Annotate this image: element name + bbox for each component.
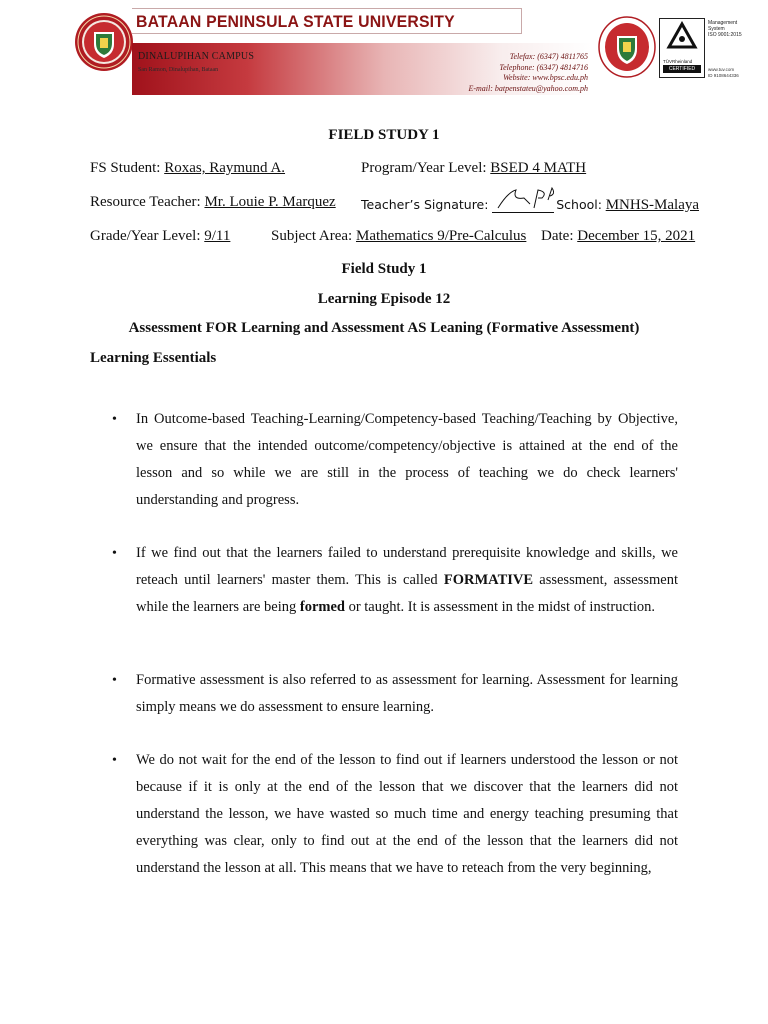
bullet-text: In Outcome-based Teaching-Learning/Competency-based Teaching/Teaching by Objective, we ensure that the intended outcome/competency/objective is attained at the end of the lesson and so while we are still in the process of teaching we do check learners' understanding and progress. [136, 411, 678, 508]
cert-line: Management [708, 20, 738, 26]
grade-value: 9/11 [204, 228, 231, 244]
bullet-text: or taught. It is assessment in the midst of instruction. [344, 599, 656, 615]
learning-essentials-list [112, 406, 678, 882]
signature-label: Teacher’s Signature: [361, 197, 489, 212]
telefax: Telefax: (6347) 4811765 [509, 52, 588, 61]
bullet-dot: • [112, 546, 117, 561]
subject-row [271, 228, 526, 245]
teacher-value: Mr. Louie P. Marquez [204, 194, 336, 210]
grade-label: Grade/Year Level: [90, 228, 201, 244]
university-name-box [132, 8, 522, 34]
telephone: Telephone: (6347) 4814716 [499, 62, 588, 72]
campus-name: DINALUPIHAN CAMPUS [138, 51, 255, 62]
student-row [90, 160, 285, 177]
cert-line: System [708, 26, 725, 33]
list-item [112, 540, 678, 621]
signature-row [361, 194, 699, 214]
bullet-text: Formative assessment is also referred to as assessment for learning. Assessment for learning simply means we do assessment to ensure learning. [136, 672, 678, 715]
certification-triangle-icon [660, 21, 704, 51]
program-label: Program/Year Level: [361, 160, 487, 176]
contact-info [468, 52, 588, 94]
cert-brand: TÜVRheinland [663, 59, 693, 64]
university-seal-logo [74, 12, 134, 72]
signature-line [492, 194, 554, 213]
letterhead [0, 0, 768, 108]
bullet-bold: formed [299, 599, 345, 615]
list-item [112, 747, 678, 882]
bullet-dot: • [112, 753, 117, 768]
campus-seal-logo [598, 16, 656, 78]
subject-value: Mathematics 9/Pre-Calculus [355, 228, 527, 244]
bullet-text: If we find out that the learners failed to understand prerequisite knowledge and skills, we reteach until learners' master them. This is called [136, 545, 678, 588]
school-value: MNHS-Malaya [605, 197, 700, 213]
section-heading: Learning Essentials [90, 350, 217, 366]
cert-url [708, 67, 762, 78]
bullet-bold: FORMATIVE [443, 572, 534, 588]
campus-band [132, 43, 592, 95]
episode-title: Assessment FOR Learning and Assessment AS Leaning (Formative Assessment) [128, 320, 640, 336]
program-row [361, 160, 586, 177]
iso-certification-badge [659, 18, 705, 78]
bullet-text: We do not wait for the end of the lesson to find out if learners understood the lesson or not because if it is only at the end of the lesson that we discover that the learners did not understand the lesson, we have wasted so much time and energy teaching presuming that everything was clear, only to find out at the end of the lesson that the learners did not understand the lesson at all. This means that we have to reteach from the very beginning, [136, 752, 678, 876]
episode-heading: Learning Episode 12 [317, 291, 451, 307]
cert-line: ISO 9001:2015 [708, 32, 742, 39]
document-title: FIELD STUDY 1 [328, 127, 440, 143]
cert-url-line: ID 9108644336 [708, 72, 739, 78]
subtitle: Field Study 1 [341, 261, 427, 277]
teacher-row [90, 194, 336, 211]
cert-details [708, 20, 758, 39]
student-value: Roxas, Raymund A. [164, 160, 286, 176]
list-item [112, 406, 678, 514]
date-label: Date: [541, 228, 574, 244]
cert-label: CERTIFIED [663, 65, 701, 73]
date-row [541, 228, 695, 245]
email: E-mail: batpenstateu@yahoo.com.ph [468, 83, 588, 93]
list-item [112, 667, 678, 721]
university-name: BATAAN PENINSULA STATE UNIVERSITY [136, 12, 455, 31]
teacher-label: Resource Teacher: [90, 194, 201, 210]
bullet-text: assessment, assessment while the learners are being [136, 572, 678, 615]
handwritten-signature [494, 186, 554, 212]
program-value: BSED 4 MATH [490, 160, 587, 176]
cert-url-line: www.tuv.com [708, 67, 735, 72]
bullet-dot: • [112, 412, 117, 427]
campus-address: San Ramon, Dinalupihan, Bataan [138, 67, 219, 73]
student-label: FS Student: [90, 160, 161, 176]
website: Website: www.bpsc.edu.ph [503, 73, 588, 82]
bullet-dot: • [112, 673, 117, 688]
school-label: School: [556, 197, 602, 212]
grade-row [90, 228, 230, 245]
date-value: December 15, 2021 [577, 228, 696, 244]
subject-label: Subject Area: [271, 228, 353, 244]
